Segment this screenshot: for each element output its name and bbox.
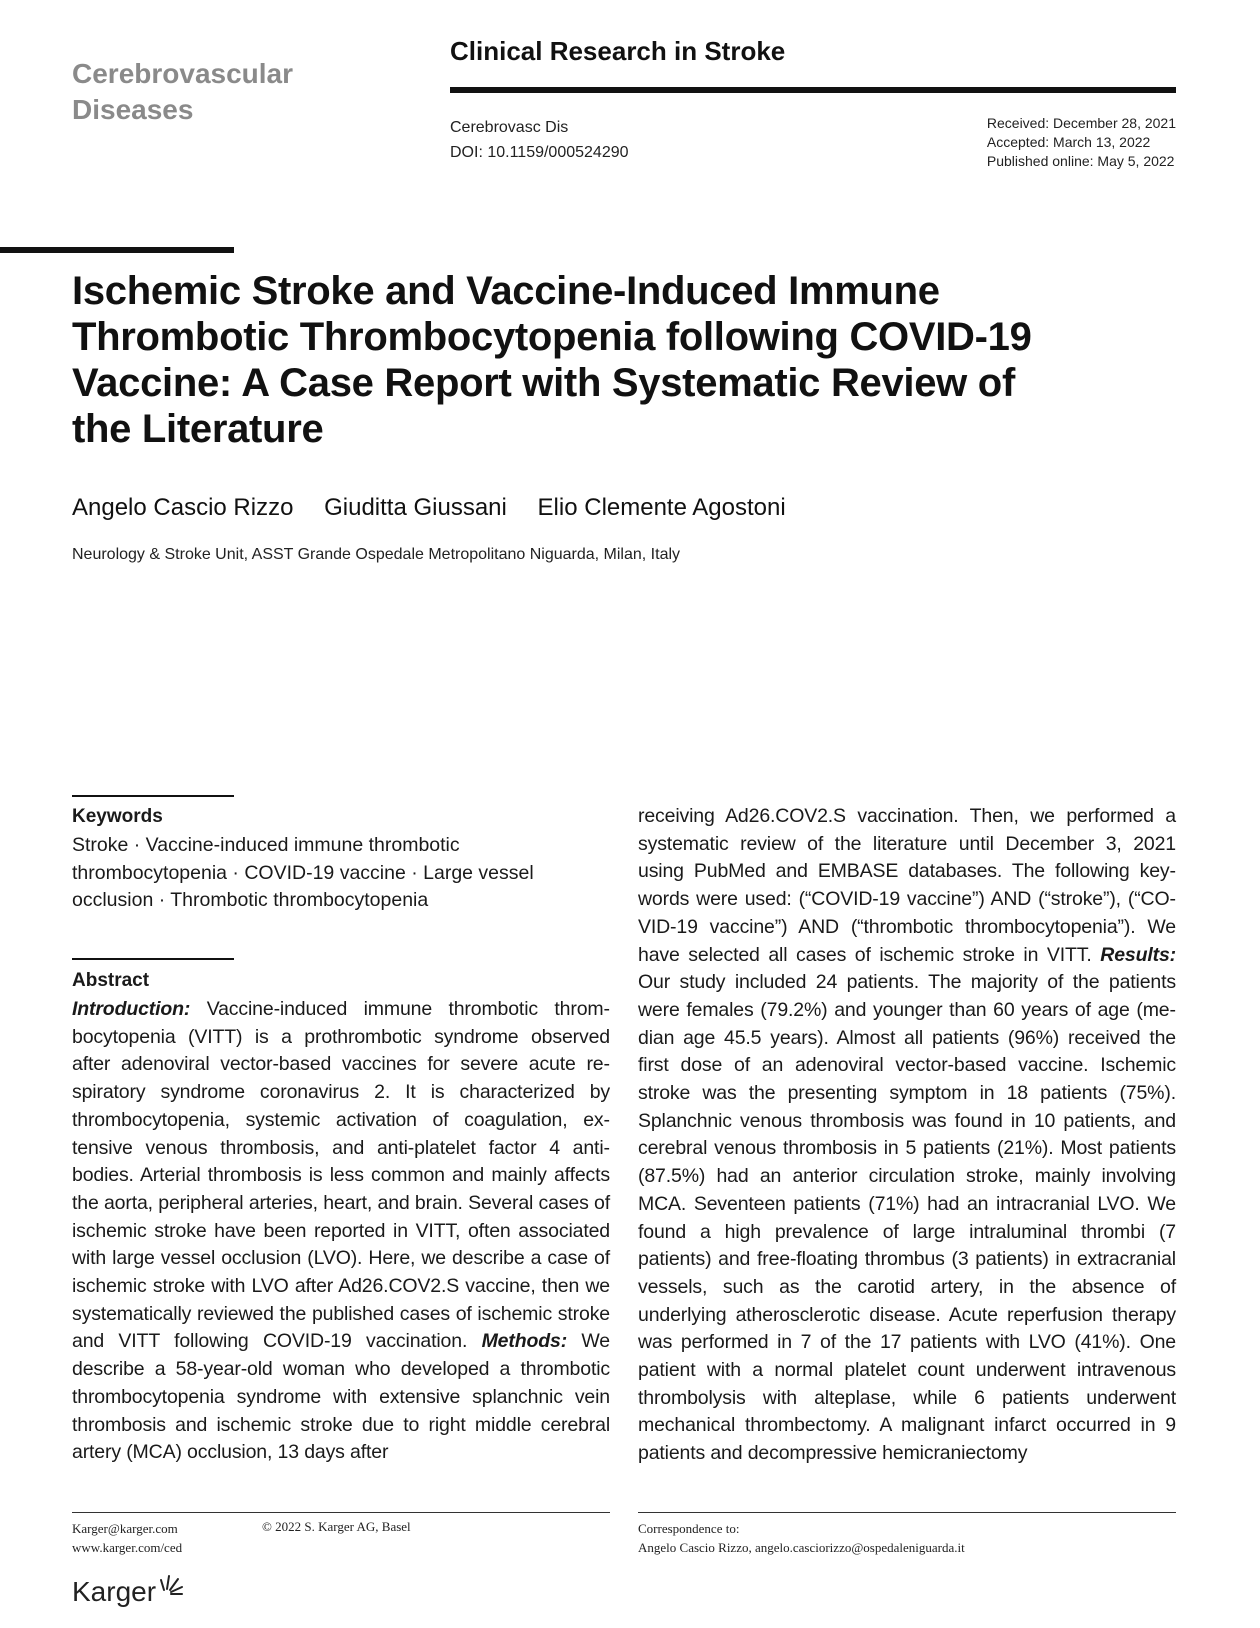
keywords-heading: Keywords xyxy=(72,806,163,827)
publisher-email[interactable]: Karger@karger.com xyxy=(72,1521,178,1536)
section-title: Clinical Research in Stroke xyxy=(450,36,786,66)
methods-text-left: We describe a 58-year-old woman who developed a thrombotic thrombocytopenia syndrome with extensive splanchnic vein thrombosis and ischemic stroke due to right middle cerebral artery (MCA) occlusion, 13 days after xyxy=(72,1330,610,1464)
methods-text-right: receiving Ad26.COV2.S vaccination. Then, we performed a systematic review of the literature until December 3, 2021 using PubMed and EMBASE databases. The following keywords were used: (“COVID-19 vaccine”) AND (“stroke”), (“COVID-19 vaccine”) AND (“thrombotic thrombocytopenia”). We have selected all cases of ischemic stroke in VITT. xyxy=(638,805,1176,966)
introduction-label: Introduction: xyxy=(72,998,191,1020)
correspondence-contact[interactable]: Angelo Cascio Rizzo, angelo.casciorizzo@ospedaleniguarda.it xyxy=(638,1540,965,1555)
copyright: © 2022 S. Karger AG, Basel xyxy=(262,1519,411,1534)
karger-burst-icon xyxy=(158,1570,184,1596)
author-list xyxy=(72,494,810,522)
published-date: Published online: May 5, 2022 xyxy=(986,153,1175,169)
received-date: Received: December 28, 2021 xyxy=(986,115,1176,131)
publisher-contact xyxy=(72,1519,182,1557)
abstract-divider xyxy=(72,958,234,960)
publication-dates xyxy=(987,114,1176,171)
results-label: Results: xyxy=(1100,943,1176,966)
journal-name xyxy=(72,56,372,128)
affiliation: Neurology & Stroke Unit, ASST Grande Ospedale Metropolitano Niguarda, Milan, Italy xyxy=(72,546,681,563)
journal-website[interactable]: www.karger.com/ced xyxy=(72,1540,183,1555)
abstract-column-left xyxy=(72,996,610,1467)
abstract-heading: Abstract xyxy=(72,970,150,991)
journal-name-line1: Cerebrovascular xyxy=(72,58,294,89)
abstract-column-right xyxy=(638,803,1176,1468)
correspondence-label: Correspondence to: xyxy=(638,1521,740,1536)
results-text: Our study included 24 patients. The majority of the patients were females (79.2%) and younger than 60 years of age (median age 45.5 years). Almost all patients (96%) received the first dose of an adenoviral vector-based vaccine. Ischemic stroke was the presenting symptom in 18 patients (75%). Splanchnic venous thrombosis was found in 10 patients, and cerebral venous thrombosis in 5 patients (21%). Most patients (87.5%) had an anterior circulation stroke, mainly involving MCA. Seventeen patients (71%) had an intracranial LVO. We found a high prevalence of large intraluminal thrombi (7 patients) and free-floating thrombus (3 patients) in extracranial vessels, such as the carotid artery, in the absence of underlying atherosclerotic disease. Acute reperfusion therapy was performed in 7 of the 17 patients with LVO (41%). One patient with a normal platelet count underwent intravenous thrombolysis with alteplase, while 6 patients underwent mechanical thrombectomy. A malignant infarct occurred in 9 patients and decompressive hemicraniectomy xyxy=(638,971,1176,1465)
footer-divider-right xyxy=(638,1512,1176,1513)
title-divider xyxy=(0,247,234,253)
author-1[interactable]: Angelo Cascio Rizzo xyxy=(72,494,294,521)
citation xyxy=(450,115,629,165)
keywords-text: Stroke · Vaccine-induced immune thrombotic thrombocytopenia · COVID-19 vaccine · Large vessel occlusion · Thrombotic thrombocytopenia xyxy=(72,834,534,911)
journal-abbrev: Cerebrovasc Dis xyxy=(450,119,569,136)
keywords-divider xyxy=(72,795,234,797)
accepted-date: Accepted: March 13, 2022 xyxy=(986,134,1151,150)
footer-divider-left xyxy=(72,1512,610,1513)
introduction-text: Vaccine-induced immune thrombotic thrombocytopenia (VITT) is a prothrombotic syndrome observed after adenoviral vector-based vaccines for severe acute respiratory syndrome coronavirus 2. It is characterized by thrombocytopenia, systemic activation of coagulation, extensive venous thrombosis, and anti-platelet factor 4 antibodies. Arterial thrombosis is less common and mainly affects the aorta, peripheral arteries, heart, and brain. Several cases of ischemic stroke have been reported in VITT, often associated with large vessel occlusion (LVO). Here, we describe a case of ischemic stroke with LVO after Ad26.COV2.S vaccine, then we systematically reviewed the published cases of ischemic stroke and VITT following COVID-19 vaccination. xyxy=(72,998,610,1353)
article-title: Ischemic Stroke and Vaccine-Induced Immune Thrombotic Thrombocytopenia following COVID-19 Vaccine: A Case Report with Systematic Review of the Literature xyxy=(72,269,1032,451)
correspondence xyxy=(638,1519,965,1557)
journal-name-line2: Diseases xyxy=(72,94,194,125)
doi[interactable]: DOI: 10.1159/000524290 xyxy=(450,144,629,161)
karger-logo-text: Karger xyxy=(72,1576,157,1607)
section-divider xyxy=(450,87,1176,93)
methods-label: Methods: xyxy=(481,1330,568,1353)
karger-logo xyxy=(72,1570,184,1608)
author-3[interactable]: Elio Clemente Agostoni xyxy=(537,494,786,521)
author-2[interactable]: Giuditta Giussani xyxy=(324,494,507,521)
